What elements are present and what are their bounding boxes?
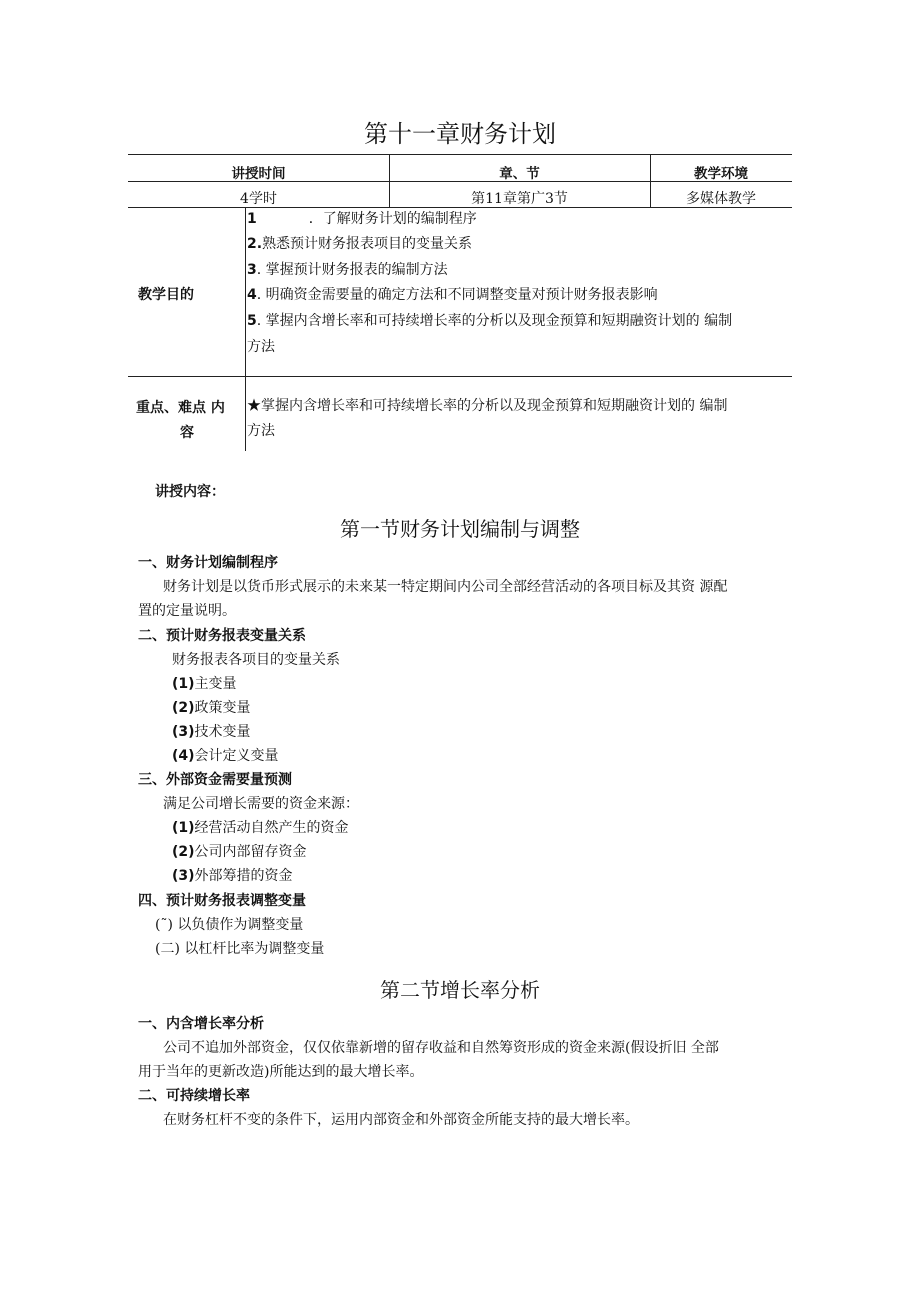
key-points-line-1: ★掌握内含增长率和可持续增长率的分析以及现金预算和短期融资计划的 编制: [247, 398, 728, 414]
source-number: (1): [172, 820, 195, 836]
section1-heading-4: 四、预计财务报表调整变量: [138, 893, 306, 909]
chapter-title: 第十一章财务计划: [364, 120, 556, 148]
goal-text: . 掌握预计财务报表的编制方法: [256, 262, 448, 278]
section1-title: 第一节财务计划编制与调整: [340, 517, 580, 541]
variable-number: (3): [172, 724, 195, 740]
section2-paragraph-1-line1: 公司不追加外部资金，仅仅依靠新增的留存收益和自然筹资形成的资金来源(假设折旧 全部: [163, 1040, 719, 1056]
header-environment: 教学环境: [694, 166, 748, 182]
goal-number: 1: [247, 211, 257, 227]
section1-heading-1: 一、财务计划编制程序: [138, 555, 278, 571]
section2-heading-2: 二、可持续增长率: [138, 1088, 250, 1104]
value-environment: 多媒体教学: [686, 191, 756, 207]
variable-text: 政策变量: [194, 700, 251, 716]
section1-paragraph-1-line1: 财务计划是以货币形式展示的未来某一特定期间内公司全部经营活动的各项目标及其资 源配: [163, 579, 728, 595]
variable-text: 会计定义变量: [194, 748, 279, 764]
section1-heading-2: 二、预计财务报表变量关系: [138, 628, 306, 644]
variable-text: 技术变量: [194, 724, 251, 740]
source-number: (3): [172, 868, 195, 884]
variable-number: (2): [172, 700, 195, 716]
goal-text: . 明确资金需要量的确定方法和不同调整变量对预计财务报表影响: [256, 287, 658, 303]
key-col-divider: [245, 376, 246, 451]
goal-item-3: [247, 259, 448, 279]
section1-paragraph-2: 财务报表各项目的变量关系: [172, 652, 340, 668]
header-chapter-section: 章、节: [499, 166, 540, 182]
section1-paragraph-3: 满足公司增长需要的资金来源：: [163, 796, 359, 812]
section2-paragraph-1-line2: 用于当年的更新改造)所能达到的最大增长率。: [138, 1064, 424, 1080]
source-text: 经营活动自然产生的资金: [194, 820, 349, 836]
adjust-item-1: (῀) 以负债作为调整变量: [155, 917, 304, 933]
section2-paragraph-2: 在财务杠杆不变的条件下，运用内部资金和外部资金所能支持的最大增长率。: [163, 1112, 639, 1128]
goal-number: 3: [247, 262, 257, 278]
source-item-3: [172, 865, 293, 885]
value-chapter-section: 第11章第广3节: [471, 191, 568, 207]
variable-item-2: [172, 697, 251, 717]
goal-item-5-continued: 方法: [247, 339, 275, 355]
source-number: (2): [172, 844, 195, 860]
goal-text: . 掌握内含增长率和可持续增长率的分析以及现金预算和短期融资计划的 编制: [256, 313, 733, 329]
value-teaching-time: 4学时: [240, 191, 277, 207]
variable-item-1: [172, 673, 237, 693]
goals-label: 教学目的: [138, 287, 194, 303]
source-item-2: [172, 841, 307, 861]
variable-item-3: [172, 721, 251, 741]
table-goals-divider: [128, 376, 792, 377]
goal-item-2: [247, 233, 472, 253]
adjust-item-2: (二) 以杠杆比率为调整变量: [155, 941, 325, 957]
source-item-1: [172, 817, 349, 837]
table-top-border: [128, 154, 792, 155]
key-points-label: 重点、难点 内: [136, 400, 225, 416]
goal-text: ．了解财务计划的编制程序: [308, 211, 477, 227]
section1-paragraph-1-line2: 置的定量说明。: [138, 603, 236, 619]
section2-heading-1: 一、内含增长率分析: [138, 1016, 264, 1032]
header-teaching-time: 讲授时间: [231, 166, 286, 182]
goal-number: 2.: [247, 236, 263, 252]
goal-text: 熟悉预计财务报表项目的变量关系: [262, 236, 473, 252]
variable-item-4: [172, 745, 279, 765]
key-points-label-cont: 容: [180, 425, 194, 441]
goal-number: 4: [247, 287, 257, 303]
source-text: 公司内部留存资金: [194, 844, 307, 860]
content-label: 讲授内容：: [155, 484, 225, 500]
variable-number: (4): [172, 748, 195, 764]
variable-number: (1): [172, 676, 195, 692]
source-text: 外部筹措的资金: [194, 868, 293, 884]
goal-item-4: [247, 284, 658, 304]
goal-item-5: [247, 310, 732, 330]
key-points-line-2: 方法: [247, 423, 275, 439]
goals-col-divider: [245, 207, 246, 376]
goal-number: 5: [247, 313, 257, 329]
section1-heading-3: 三、外部资金需要量预测: [138, 772, 292, 788]
variable-text: 主变量: [194, 676, 237, 692]
goal-item-1: [247, 208, 477, 228]
section2-title: 第二节增长率分析: [380, 978, 540, 1002]
